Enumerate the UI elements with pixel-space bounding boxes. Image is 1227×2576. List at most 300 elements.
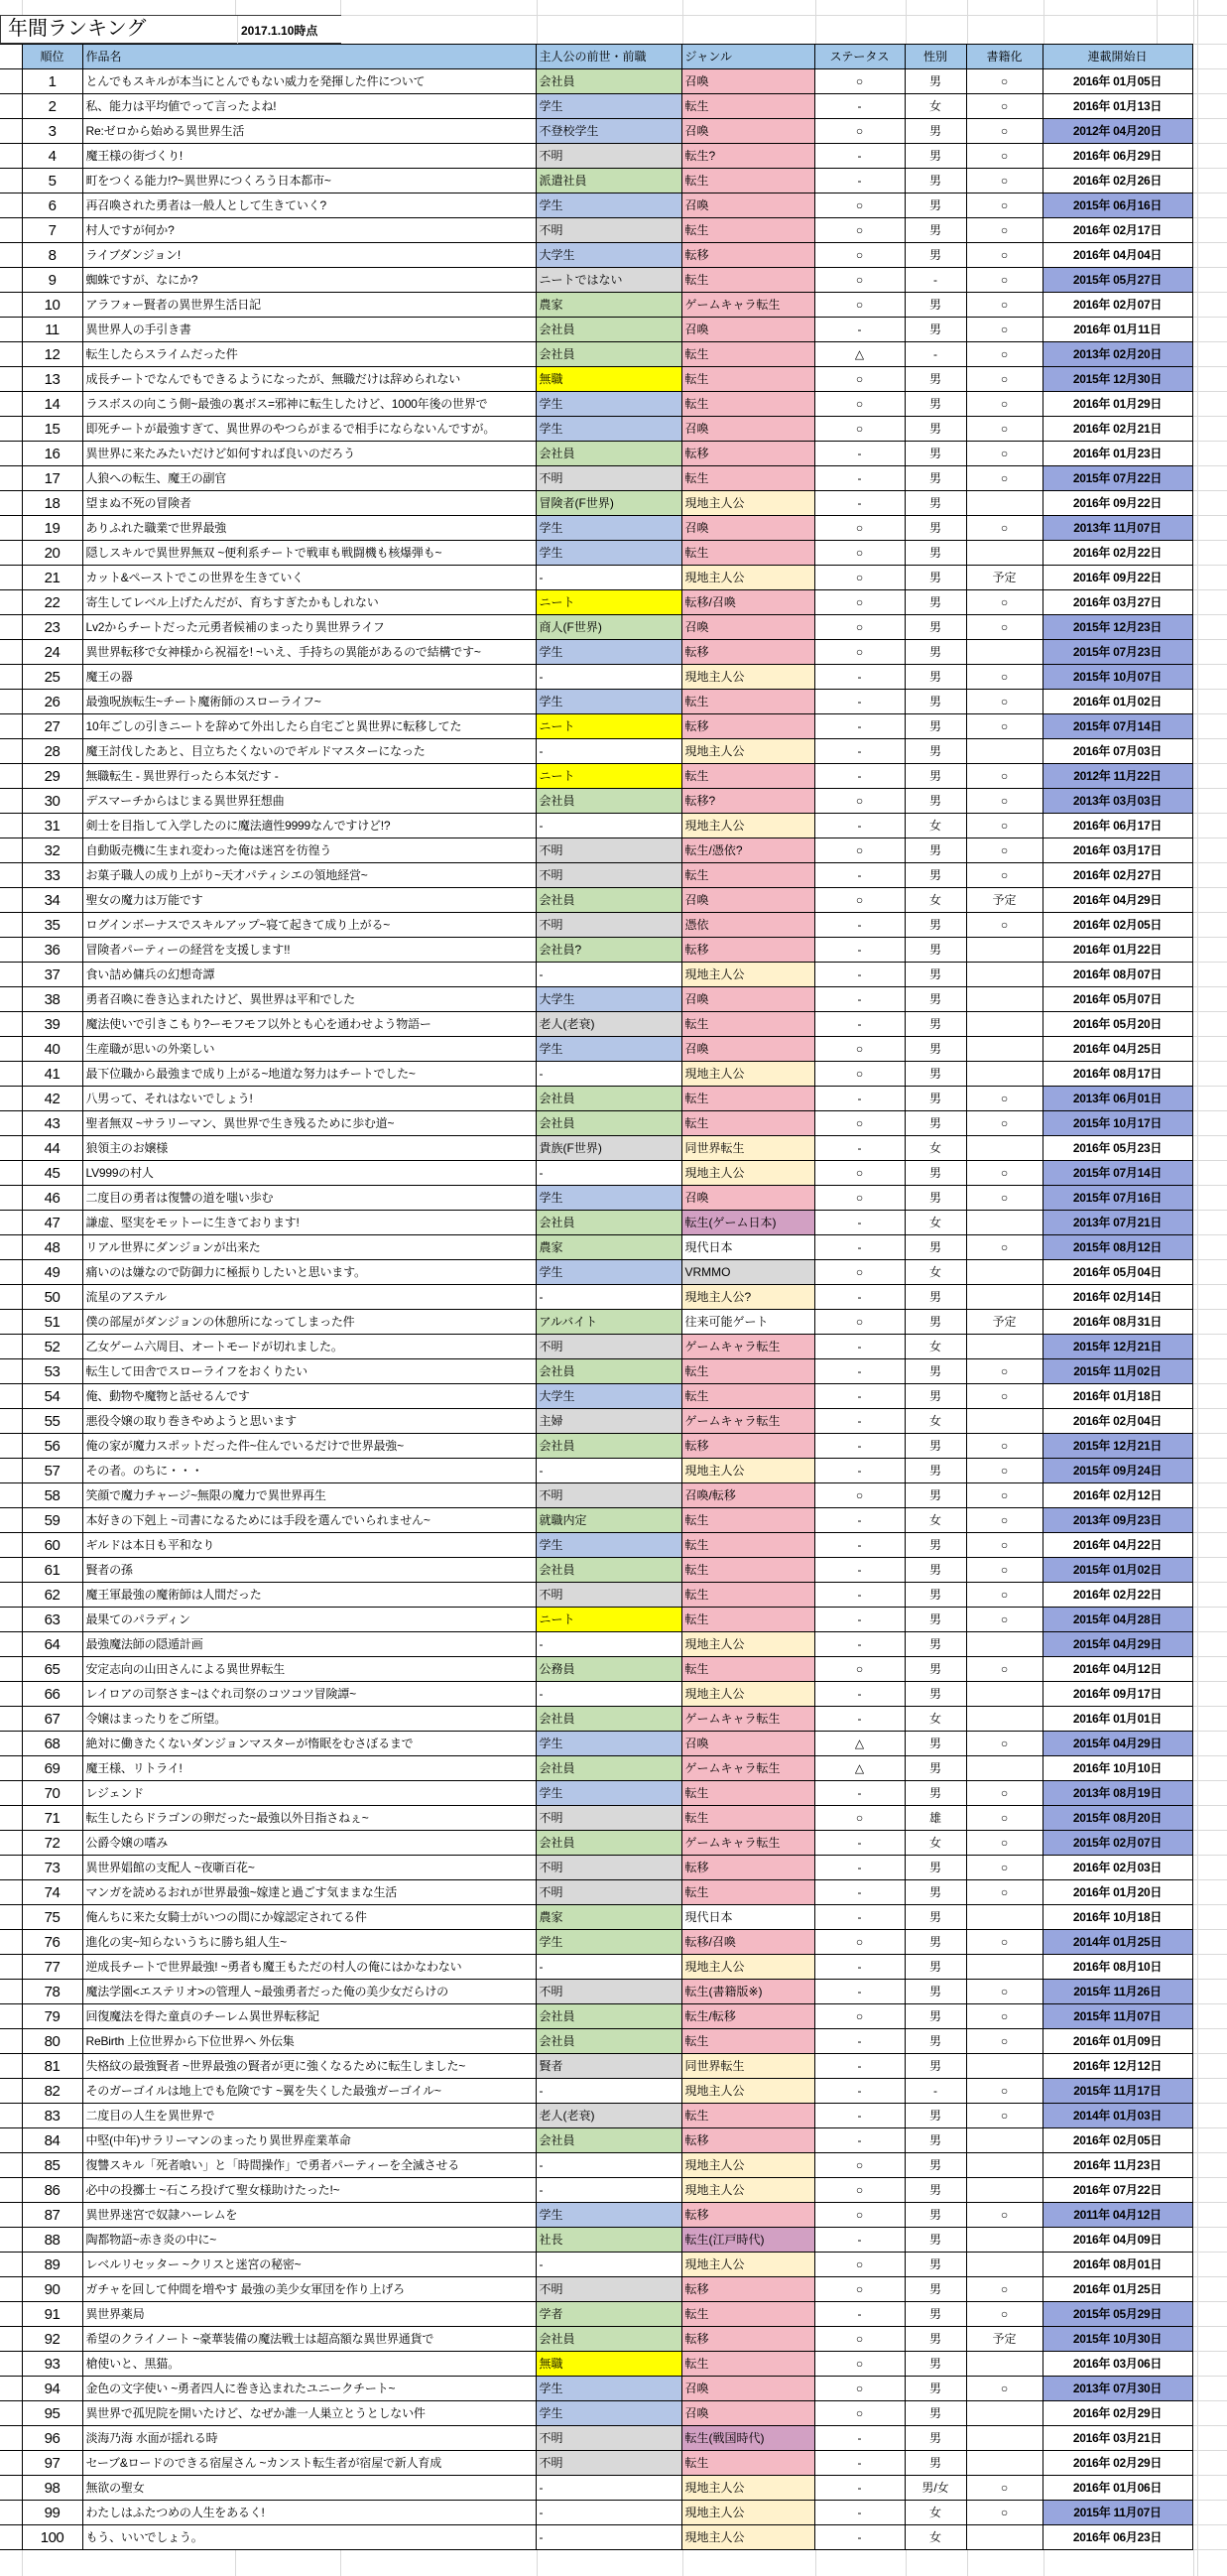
rank-cell[interactable]: 73 [22, 1856, 82, 1880]
book-cell[interactable]: ○ [966, 69, 1043, 94]
date-cell[interactable]: 2016年 02月29日 [1043, 2401, 1192, 2426]
date-cell[interactable]: 2015年 08月20日 [1043, 1806, 1192, 1831]
gender-cell[interactable]: 男 [905, 640, 966, 665]
status-cell[interactable]: ○ [814, 1161, 905, 1186]
date-cell[interactable]: 2016年 01月01日 [1043, 1707, 1192, 1732]
book-cell[interactable]: ○ [966, 714, 1043, 739]
rank-cell[interactable]: 32 [22, 838, 82, 863]
date-cell[interactable]: 2016年 01月23日 [1043, 442, 1192, 466]
book-cell[interactable]: ○ [966, 1732, 1043, 1756]
rank-cell[interactable]: 46 [22, 1186, 82, 1211]
genre-cell[interactable]: 転生 [681, 1583, 814, 1608]
job-cell[interactable]: 不明 [536, 2277, 681, 2302]
genre-cell[interactable]: 転生/転移 [681, 2004, 814, 2029]
book-cell[interactable]: ○ [966, 1558, 1043, 1583]
status-cell[interactable]: ○ [814, 1310, 905, 1335]
job-cell[interactable]: - [536, 2153, 681, 2178]
title-cell[interactable]: 痛いのは嫌なので防御力に極振りしたいと思います。 [82, 1260, 536, 1285]
gender-cell[interactable]: 男 [905, 1657, 966, 1682]
book-cell[interactable] [966, 2426, 1043, 2451]
title-cell[interactable]: 進化の実~知らないうちに勝ち組人生~ [82, 1930, 536, 1955]
book-cell[interactable] [966, 1409, 1043, 1434]
status-cell[interactable]: - [814, 94, 905, 119]
book-cell[interactable] [966, 2228, 1043, 2253]
genre-cell[interactable]: 召喚 [681, 1186, 814, 1211]
book-cell[interactable]: ○ [966, 665, 1043, 690]
job-cell[interactable]: 大学生 [536, 987, 681, 1012]
genre-cell[interactable]: 同世界転生 [681, 2054, 814, 2079]
status-cell[interactable]: ○ [814, 2153, 905, 2178]
date-cell[interactable]: 2015年 07月14日 [1043, 1161, 1192, 1186]
gender-cell[interactable]: 男 [905, 963, 966, 987]
gender-cell[interactable]: 男 [905, 2203, 966, 2228]
book-cell[interactable]: ○ [966, 2377, 1043, 2401]
book-cell[interactable] [966, 1632, 1043, 1657]
col-status[interactable]: ステータス [814, 45, 905, 69]
job-cell[interactable]: 会社員 [536, 1359, 681, 1384]
title-cell[interactable]: 回復魔法を得た童貞のチーレム異世界転移記 [82, 2004, 536, 2029]
job-cell[interactable]: 会社員 [536, 318, 681, 342]
title-cell[interactable]: 公爵令嬢の嗜み [82, 1831, 536, 1856]
rank-cell[interactable]: 48 [22, 1235, 82, 1260]
rank-cell[interactable]: 27 [22, 714, 82, 739]
genre-cell[interactable]: 転生 [681, 1111, 814, 1136]
date-cell[interactable]: 2016年 04月25日 [1043, 1037, 1192, 1062]
job-cell[interactable]: 学生 [536, 640, 681, 665]
title-cell[interactable]: わたしはふたつめの人生をあるく! [82, 2501, 536, 2525]
status-cell[interactable]: ○ [814, 1186, 905, 1211]
title-cell[interactable]: 自動販売機に生まれ変わった俺は迷宮を彷徨う [82, 838, 536, 863]
title-cell[interactable]: 必中の投擲士 ~石ころ投げて聖女様助けたった!~ [82, 2178, 536, 2203]
date-cell[interactable]: 2016年 06月17日 [1043, 814, 1192, 838]
book-cell[interactable]: ○ [966, 1583, 1043, 1608]
status-cell[interactable]: - [814, 1235, 905, 1260]
book-cell[interactable]: ○ [966, 2104, 1043, 2128]
title-box[interactable] [0, 15, 341, 44]
gender-cell[interactable]: 女 [905, 1136, 966, 1161]
title-cell[interactable]: 悪役令嬢の取り巻きやめようと思います [82, 1409, 536, 1434]
genre-cell[interactable]: 転移 [681, 640, 814, 665]
genre-cell[interactable]: 転生 [681, 268, 814, 293]
rank-cell[interactable]: 72 [22, 1831, 82, 1856]
rank-cell[interactable]: 2 [22, 94, 82, 119]
rank-cell[interactable]: 92 [22, 2327, 82, 2352]
title-cell[interactable]: 謙虚、堅実をモットーに生きております! [82, 1211, 536, 1235]
gender-cell[interactable]: 女 [905, 1260, 966, 1285]
gender-cell[interactable]: 男 [905, 318, 966, 342]
book-cell[interactable]: ○ [966, 1930, 1043, 1955]
status-cell[interactable]: ○ [814, 2004, 905, 2029]
book-cell[interactable]: ○ [966, 367, 1043, 392]
rank-cell[interactable]: 40 [22, 1037, 82, 1062]
genre-cell[interactable]: ゲームキャラ転生 [681, 1409, 814, 1434]
job-cell[interactable]: 不明 [536, 144, 681, 169]
status-cell[interactable]: - [814, 2054, 905, 2079]
gender-cell[interactable]: 男 [905, 2327, 966, 2352]
title-cell[interactable]: 町をつくる能力!?~異世界につくろう日本都市~ [82, 169, 536, 193]
date-cell[interactable]: 2016年 02月22日 [1043, 541, 1192, 566]
job-cell[interactable]: 会社員 [536, 1707, 681, 1732]
book-cell[interactable] [966, 1285, 1043, 1310]
date-cell[interactable]: 2016年 03月06日 [1043, 2352, 1192, 2377]
rank-cell[interactable]: 96 [22, 2426, 82, 2451]
book-cell[interactable] [966, 1260, 1043, 1285]
status-cell[interactable]: - [814, 2029, 905, 2054]
genre-cell[interactable]: 召喚 [681, 1732, 814, 1756]
title-cell[interactable]: 淡海乃海 水面が揺れる時 [82, 2426, 536, 2451]
rank-cell[interactable]: 14 [22, 392, 82, 417]
job-cell[interactable]: 無職 [536, 367, 681, 392]
date-cell[interactable]: 2013年 07月21日 [1043, 1211, 1192, 1235]
job-cell[interactable]: 不明 [536, 1856, 681, 1880]
status-cell[interactable]: ○ [814, 541, 905, 566]
job-cell[interactable]: 無職 [536, 2352, 681, 2377]
book-cell[interactable] [966, 938, 1043, 963]
rank-cell[interactable]: 55 [22, 1409, 82, 1434]
genre-cell[interactable]: 転生 [681, 1558, 814, 1583]
title-cell[interactable]: 俺んちに来た女騎士がいつの間にか嫁認定されてる件 [82, 1905, 536, 1930]
rank-cell[interactable]: 33 [22, 863, 82, 888]
book-cell[interactable]: ○ [966, 1856, 1043, 1880]
book-cell[interactable]: ○ [966, 169, 1043, 193]
job-cell[interactable]: 会社員 [536, 888, 681, 913]
date-cell[interactable]: 2016年 03月17日 [1043, 838, 1192, 863]
book-cell[interactable]: ○ [966, 268, 1043, 293]
rank-cell[interactable]: 7 [22, 218, 82, 243]
job-cell[interactable]: 大学生 [536, 243, 681, 268]
status-cell[interactable]: - [814, 2451, 905, 2476]
genre-cell[interactable]: 召喚 [681, 615, 814, 640]
rank-cell[interactable]: 35 [22, 913, 82, 938]
genre-cell[interactable]: 往来可能ゲート [681, 1310, 814, 1335]
gender-cell[interactable]: 女 [905, 888, 966, 913]
rank-cell[interactable]: 10 [22, 293, 82, 318]
date-cell[interactable]: 2016年 04月12日 [1043, 1657, 1192, 1682]
title-cell[interactable]: ありふれた職業で世界最強 [82, 516, 536, 541]
rank-cell[interactable]: 94 [22, 2377, 82, 2401]
date-cell[interactable]: 2015年 12月21日 [1043, 1335, 1192, 1359]
gender-cell[interactable]: 男 [905, 2253, 966, 2277]
gender-cell[interactable]: 男 [905, 1558, 966, 1583]
genre-cell[interactable]: 転生 [681, 1508, 814, 1533]
status-cell[interactable]: ○ [814, 193, 905, 218]
title-cell[interactable]: 魔王討伐したあと、目立ちたくないのでギルドマスターになった [82, 739, 536, 764]
genre-cell[interactable]: 現地主人公? [681, 1285, 814, 1310]
date-cell[interactable]: 2016年 04月09日 [1043, 2228, 1192, 2253]
job-cell[interactable]: 賢者 [536, 2054, 681, 2079]
title-cell[interactable]: 蜘蛛ですが、なにか? [82, 268, 536, 293]
gender-cell[interactable]: 男 [905, 2004, 966, 2029]
date-cell[interactable]: 2015年 10月07日 [1043, 665, 1192, 690]
date-cell[interactable]: 2016年 01月20日 [1043, 1880, 1192, 1905]
genre-cell[interactable]: 召喚 [681, 193, 814, 218]
status-cell[interactable]: ○ [814, 615, 905, 640]
status-cell[interactable]: - [814, 2079, 905, 2104]
rank-cell[interactable]: 28 [22, 739, 82, 764]
status-cell[interactable]: ○ [814, 1062, 905, 1087]
gender-cell[interactable]: 女 [905, 1409, 966, 1434]
rank-cell[interactable]: 12 [22, 342, 82, 367]
rank-cell[interactable]: 30 [22, 789, 82, 814]
date-cell[interactable]: 2015年 09月24日 [1043, 1459, 1192, 1483]
job-cell[interactable]: 農家 [536, 1905, 681, 1930]
status-cell[interactable]: ○ [814, 69, 905, 94]
status-cell[interactable]: ○ [814, 2377, 905, 2401]
gender-cell[interactable]: 男 [905, 243, 966, 268]
job-cell[interactable]: 学生 [536, 541, 681, 566]
date-cell[interactable]: 2016年 02月22日 [1043, 1583, 1192, 1608]
title-cell[interactable]: 最強魔法師の隠遁計画 [82, 1632, 536, 1657]
gender-cell[interactable]: - [905, 268, 966, 293]
gender-cell[interactable]: 男 [905, 516, 966, 541]
rank-cell[interactable]: 77 [22, 1955, 82, 1980]
book-cell[interactable] [966, 1136, 1043, 1161]
job-cell[interactable]: 学者 [536, 2302, 681, 2327]
date-cell[interactable]: 2015年 12月23日 [1043, 615, 1192, 640]
title-cell[interactable]: カット&ペーストでこの世界を生きていく [82, 566, 536, 590]
status-cell[interactable]: - [814, 1359, 905, 1384]
title-cell[interactable]: 笑顔で魔力チャージ~無限の魔力で異世界再生 [82, 1483, 536, 1508]
title-cell[interactable]: もう、いいでしょう。 [82, 2525, 536, 2550]
book-cell[interactable] [966, 1211, 1043, 1235]
date-cell[interactable]: 2012年 11月22日 [1043, 764, 1192, 789]
title-cell[interactable]: 人狼への転生、魔王の副官 [82, 466, 536, 491]
date-cell[interactable]: 2015年 04月29日 [1043, 1732, 1192, 1756]
book-cell[interactable]: ○ [966, 218, 1043, 243]
rank-cell[interactable]: 1 [22, 69, 82, 94]
book-cell[interactable]: ○ [966, 1533, 1043, 1558]
title-cell[interactable]: 魔王の器 [82, 665, 536, 690]
book-cell[interactable]: ○ [966, 1161, 1043, 1186]
title-cell[interactable]: 転生して田舎でスローライフをおくりたい [82, 1359, 536, 1384]
gender-cell[interactable]: 男 [905, 913, 966, 938]
gender-cell[interactable]: 男 [905, 938, 966, 963]
rank-cell[interactable]: 8 [22, 243, 82, 268]
job-cell[interactable]: - [536, 1161, 681, 1186]
book-cell[interactable]: ○ [966, 392, 1043, 417]
genre-cell[interactable]: 転生 [681, 466, 814, 491]
genre-cell[interactable]: ゲームキャラ転生 [681, 1335, 814, 1359]
gender-cell[interactable]: 男 [905, 566, 966, 590]
book-cell[interactable] [966, 1012, 1043, 1037]
title-cell[interactable]: ガチャを回して仲間を増やす 最強の美少女軍団を作り上げろ [82, 2277, 536, 2302]
job-cell[interactable]: 学生 [536, 2203, 681, 2228]
job-cell[interactable]: - [536, 1459, 681, 1483]
book-cell[interactable]: ○ [966, 690, 1043, 714]
status-cell[interactable]: ○ [814, 2178, 905, 2203]
date-cell[interactable]: 2016年 02月27日 [1043, 863, 1192, 888]
genre-cell[interactable]: 現地主人公 [681, 2178, 814, 2203]
rank-cell[interactable]: 3 [22, 119, 82, 144]
gender-cell[interactable]: 男 [905, 1483, 966, 1508]
gender-cell[interactable]: 男 [905, 2451, 966, 2476]
rank-cell[interactable]: 29 [22, 764, 82, 789]
gender-cell[interactable]: 男 [905, 1087, 966, 1111]
title-cell[interactable]: 村人ですが何か? [82, 218, 536, 243]
job-cell[interactable]: 学生 [536, 1260, 681, 1285]
date-cell[interactable]: 2014年 01月03日 [1043, 2104, 1192, 2128]
genre-cell[interactable]: 現地主人公 [681, 665, 814, 690]
status-cell[interactable]: ○ [814, 392, 905, 417]
genre-cell[interactable]: 転生 [681, 367, 814, 392]
date-cell[interactable]: 2016年 01月05日 [1043, 69, 1192, 94]
genre-cell[interactable]: 転生 [681, 1359, 814, 1384]
rank-cell[interactable]: 39 [22, 1012, 82, 1037]
title-cell[interactable]: 剣士を目指して入学したのに魔法適性9999なんですけど!? [82, 814, 536, 838]
rank-cell[interactable]: 49 [22, 1260, 82, 1285]
date-cell[interactable]: 2015年 11月26日 [1043, 1980, 1192, 2004]
title-cell[interactable]: ReBirth 上位世界から下位世界へ 外伝集 [82, 2029, 536, 2054]
status-cell[interactable]: ○ [814, 1483, 905, 1508]
gender-cell[interactable]: 男 [905, 144, 966, 169]
status-cell[interactable]: - [814, 442, 905, 466]
genre-cell[interactable]: 召喚 [681, 1037, 814, 1062]
status-cell[interactable]: ○ [814, 1111, 905, 1136]
title-cell[interactable]: 安定志向の山田さんによる異世界転生 [82, 1657, 536, 1682]
rank-cell[interactable]: 36 [22, 938, 82, 963]
title-cell[interactable]: 魔王軍最強の魔術師は人間だった [82, 1583, 536, 1608]
gender-cell[interactable]: 男 [905, 69, 966, 94]
job-cell[interactable]: 会社員 [536, 1434, 681, 1459]
status-cell[interactable]: - [814, 863, 905, 888]
book-cell[interactable]: ○ [966, 243, 1043, 268]
job-cell[interactable]: - [536, 1955, 681, 1980]
date-cell[interactable]: 2015年 10月30日 [1043, 2327, 1192, 2352]
genre-cell[interactable]: 転生? [681, 144, 814, 169]
rank-cell[interactable]: 16 [22, 442, 82, 466]
rank-cell[interactable]: 19 [22, 516, 82, 541]
book-cell[interactable]: ○ [966, 1384, 1043, 1409]
gender-cell[interactable]: 男 [905, 665, 966, 690]
rank-cell[interactable]: 54 [22, 1384, 82, 1409]
gender-cell[interactable]: 男 [905, 838, 966, 863]
book-cell[interactable]: ○ [966, 2079, 1043, 2104]
job-cell[interactable]: - [536, 665, 681, 690]
rank-cell[interactable]: 95 [22, 2401, 82, 2426]
genre-cell[interactable]: 転移 [681, 1434, 814, 1459]
gender-cell[interactable]: - [905, 2079, 966, 2104]
title-cell[interactable]: 即死チートが最強すぎて、異世界のやつらがまるで相手にならないんですが。 [82, 417, 536, 442]
book-cell[interactable] [966, 2178, 1043, 2203]
genre-cell[interactable]: 転生 [681, 1781, 814, 1806]
date-cell[interactable]: 2016年 10月10日 [1043, 1756, 1192, 1781]
job-cell[interactable]: 不登校学生 [536, 119, 681, 144]
title-cell[interactable]: 絶対に働きたくないダンジョンマスターが惰眠をむさぼるまで [82, 1732, 536, 1756]
status-cell[interactable]: - [814, 1012, 905, 1037]
rank-cell[interactable]: 44 [22, 1136, 82, 1161]
status-cell[interactable]: - [814, 1508, 905, 1533]
book-cell[interactable]: ○ [966, 2277, 1043, 2302]
status-cell[interactable]: - [814, 1707, 905, 1732]
book-cell[interactable] [966, 1707, 1043, 1732]
book-cell[interactable]: ○ [966, 119, 1043, 144]
date-cell[interactable]: 2013年 03月03日 [1043, 789, 1192, 814]
status-cell[interactable]: - [814, 2525, 905, 2550]
genre-cell[interactable]: 転生/憑依? [681, 838, 814, 863]
job-cell[interactable]: ニート [536, 1608, 681, 1632]
job-cell[interactable]: - [536, 2525, 681, 2550]
status-cell[interactable]: ○ [814, 2401, 905, 2426]
book-cell[interactable]: ○ [966, 342, 1043, 367]
genre-cell[interactable]: 転移 [681, 1856, 814, 1880]
rank-cell[interactable]: 45 [22, 1161, 82, 1186]
status-cell[interactable]: - [814, 739, 905, 764]
genre-cell[interactable]: 転生 [681, 218, 814, 243]
rank-cell[interactable]: 62 [22, 1583, 82, 1608]
title-cell[interactable]: 金色の文字使い ~勇者四人に巻き込まれたユニークチート~ [82, 2377, 536, 2401]
date-cell[interactable]: 2016年 04月29日 [1043, 888, 1192, 913]
rank-cell[interactable]: 59 [22, 1508, 82, 1533]
rank-cell[interactable]: 17 [22, 466, 82, 491]
title-cell[interactable]: 最果てのパラディン [82, 1608, 536, 1632]
book-cell[interactable]: ○ [966, 913, 1043, 938]
job-cell[interactable]: - [536, 2178, 681, 2203]
book-cell[interactable]: 予定 [966, 566, 1043, 590]
date-cell[interactable]: 2016年 04月22日 [1043, 1533, 1192, 1558]
rank-cell[interactable]: 91 [22, 2302, 82, 2327]
gender-cell[interactable]: 男 [905, 1111, 966, 1136]
status-cell[interactable]: - [814, 764, 905, 789]
date-cell[interactable]: 2015年 07月23日 [1043, 640, 1192, 665]
job-cell[interactable]: - [536, 2501, 681, 2525]
book-cell[interactable] [966, 1905, 1043, 1930]
genre-cell[interactable]: 現地主人公 [681, 2253, 814, 2277]
gender-cell[interactable]: 女 [905, 2501, 966, 2525]
date-cell[interactable]: 2015年 07月16日 [1043, 1186, 1192, 1211]
status-cell[interactable]: - [814, 1409, 905, 1434]
date-cell[interactable]: 2013年 09月23日 [1043, 1508, 1192, 1533]
rank-cell[interactable]: 23 [22, 615, 82, 640]
gender-cell[interactable]: 男 [905, 590, 966, 615]
genre-cell[interactable]: 現地主人公 [681, 566, 814, 590]
job-cell[interactable]: 派遣社員 [536, 169, 681, 193]
job-cell[interactable]: 学生 [536, 1732, 681, 1756]
gender-cell[interactable]: 男 [905, 119, 966, 144]
title-cell[interactable]: 聖者無双 ~サラリーマン、異世界で生き残るために歩む道~ [82, 1111, 536, 1136]
job-cell[interactable]: 不明 [536, 1806, 681, 1831]
status-cell[interactable]: ○ [814, 218, 905, 243]
title-cell[interactable]: 最強呪族転生~チート魔術師のスローライフ~ [82, 690, 536, 714]
gender-cell[interactable]: - [905, 342, 966, 367]
date-cell[interactable]: 2015年 04月29日 [1043, 1632, 1192, 1657]
book-cell[interactable]: ○ [966, 590, 1043, 615]
date-cell[interactable]: 2015年 10月17日 [1043, 1111, 1192, 1136]
date-cell[interactable]: 2015年 06月16日 [1043, 193, 1192, 218]
status-cell[interactable]: - [814, 1533, 905, 1558]
title-cell[interactable]: 魔法使いで引きこもり?ーモフモフ以外とも心を通わせよう物語ー [82, 1012, 536, 1037]
book-cell[interactable]: ○ [966, 293, 1043, 318]
rank-cell[interactable]: 13 [22, 367, 82, 392]
job-cell[interactable]: - [536, 739, 681, 764]
gender-cell[interactable]: 男 [905, 1037, 966, 1062]
genre-cell[interactable]: 現地主人公 [681, 2501, 814, 2525]
status-cell[interactable]: - [814, 1583, 905, 1608]
genre-cell[interactable]: ゲームキャラ転生 [681, 1756, 814, 1781]
book-cell[interactable]: ○ [966, 144, 1043, 169]
date-cell[interactable]: 2016年 09月17日 [1043, 1682, 1192, 1707]
book-cell[interactable]: ○ [966, 2501, 1043, 2525]
genre-cell[interactable]: 現地主人公 [681, 739, 814, 764]
title-cell[interactable]: リアル世界にダンジョンが出来た [82, 1235, 536, 1260]
title-cell[interactable]: Re:ゼロから始める異世界生活 [82, 119, 536, 144]
genre-cell[interactable]: 転生 [681, 1657, 814, 1682]
status-cell[interactable]: - [814, 169, 905, 193]
job-cell[interactable]: - [536, 963, 681, 987]
date-cell[interactable]: 2016年 02月21日 [1043, 417, 1192, 442]
gender-cell[interactable]: 男 [905, 1384, 966, 1409]
status-cell[interactable]: ○ [814, 2327, 905, 2352]
gender-cell[interactable]: 雄 [905, 1806, 966, 1831]
